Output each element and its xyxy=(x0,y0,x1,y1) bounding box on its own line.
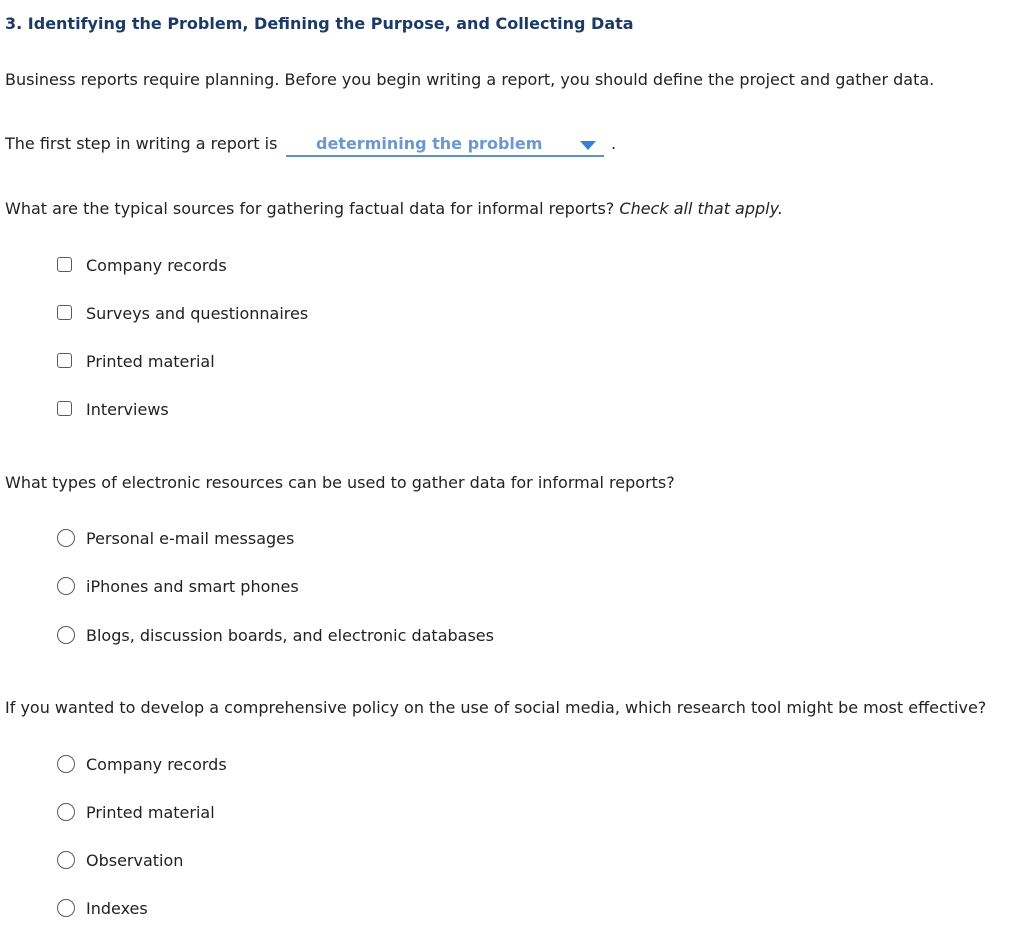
radio-button[interactable] xyxy=(57,529,75,547)
radio-button[interactable] xyxy=(57,577,75,595)
option-label: Company records xyxy=(86,256,227,275)
first-step-question-suffix: . xyxy=(611,134,617,153)
option-label: Printed material xyxy=(86,803,215,822)
option-label: Interviews xyxy=(86,400,169,419)
option-label: Observation xyxy=(86,851,184,870)
radio-button[interactable] xyxy=(57,899,75,917)
radio-button[interactable] xyxy=(57,803,75,821)
option-label: Printed material xyxy=(86,352,215,371)
intro-text: Business reports require planning. Before you begin writing a report, you should define the project and gather data. xyxy=(5,70,935,89)
radio-button[interactable] xyxy=(57,851,75,869)
option-label: Blogs, discussion boards, and electronic databases xyxy=(86,626,494,645)
checkbox[interactable] xyxy=(57,305,72,320)
checkbox[interactable] xyxy=(57,257,72,272)
option-label: Personal e-mail messages xyxy=(86,529,295,548)
sources-question-instruction: Check all that apply. xyxy=(619,199,783,218)
first-step-dropdown-value: determining the problem xyxy=(316,134,543,153)
checkbox[interactable] xyxy=(57,353,72,368)
first-step-dropdown[interactable] xyxy=(286,133,604,157)
first-step-question-prefix: The first step in writing a report is xyxy=(5,134,278,153)
option-label: Surveys and questionnaires xyxy=(86,304,309,323)
option-label: Company records xyxy=(86,755,227,774)
page-title: 3. Identifying the Problem, Defining the Purpose, and Collecting Data xyxy=(5,14,634,33)
option-label: iPhones and smart phones xyxy=(86,577,299,596)
social-media-question: If you wanted to develop a comprehensive policy on the use of social media, which research tool might be most effective? xyxy=(5,698,987,717)
electronic-question: What types of electronic resources can be used to gather data for informal reports? xyxy=(5,473,675,492)
sources-question-text: What are the typical sources for gathering factual data for informal reports? xyxy=(5,199,615,218)
radio-button[interactable] xyxy=(57,626,75,644)
sources-question xyxy=(5,199,783,219)
option-label: Indexes xyxy=(86,899,148,918)
checkbox[interactable] xyxy=(57,401,72,416)
radio-button[interactable] xyxy=(57,755,75,773)
dropdown-arrow-icon xyxy=(580,141,596,150)
